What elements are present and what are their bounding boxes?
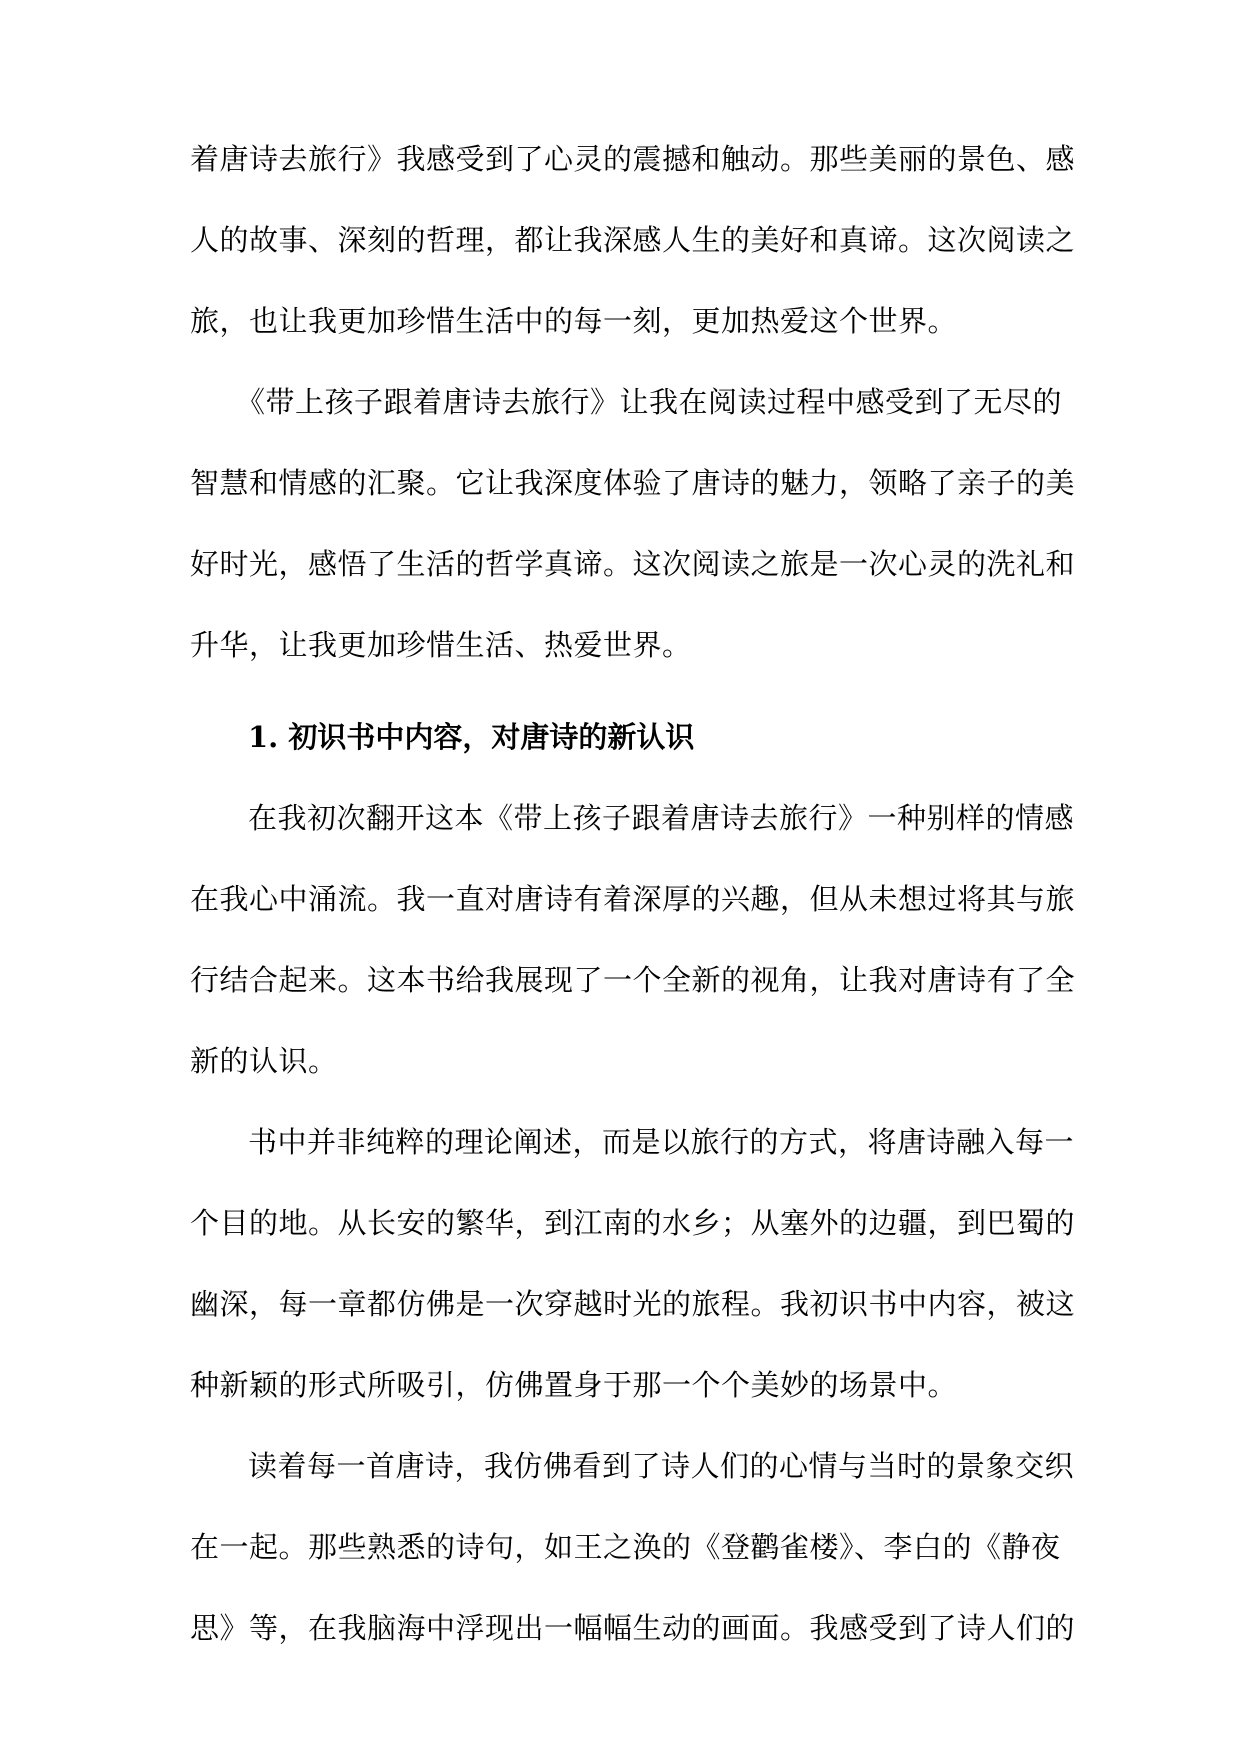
- text-line: 升华，让我更加珍惜生活、热爱世界。: [190, 628, 692, 662]
- text-line: 《带上孩子跟着唐诗去旅行》让我在阅读过程中感受到了无尽的: [236, 385, 1063, 419]
- text-line: 好时光，感悟了生活的哲学真谛。这次阅读之旅是一次心灵的洗礼和: [190, 547, 1076, 581]
- text-line: 行结合起来。这本书给我展现了一个全新的视角，让我对唐诗有了全: [190, 963, 1076, 997]
- text-line: 个目的地。从长安的繁华，到江南的水乡；从塞外的边疆，到巴蜀的: [190, 1206, 1076, 1240]
- text-line: 在我心中涌流。我一直对唐诗有着深厚的兴趣，但从未想过将其与旅: [190, 882, 1076, 916]
- text-line: 幽深，每一章都仿佛是一次穿越时光的旅程。我初识书中内容，被这: [190, 1287, 1076, 1321]
- section-heading: 1. 初识书中内容，对唐诗的新认识: [248, 720, 695, 754]
- text-line: 新的认识。: [190, 1044, 338, 1078]
- text-line: 着唐诗去旅行》我感受到了心灵的震撼和触动。那些美丽的景色、感: [190, 142, 1076, 176]
- text-line: 旅，也让我更加珍惜生活中的每一刻，更加热爱这个世界。: [190, 304, 958, 338]
- text-line: 读着每一首唐诗，我仿佛看到了诗人们的心情与当时的景象交织: [248, 1449, 1075, 1483]
- text-line: 在一起。那些熟悉的诗句，如王之涣的《登鹳雀楼》、李白的《静夜: [190, 1530, 1061, 1564]
- text-line: 人的故事、深刻的哲理，都让我深感人生的美好和真谛。这次阅读之: [190, 223, 1076, 257]
- text-line: 智慧和情感的汇聚。它让我深度体验了唐诗的魅力，领略了亲子的美: [190, 466, 1076, 500]
- text-line: 思》等，在我脑海中浮现出一幅幅生动的画面。我感受到了诗人们的: [190, 1611, 1076, 1645]
- text-line: 书中并非纯粹的理论阐述，而是以旅行的方式，将唐诗融入每一: [248, 1125, 1075, 1159]
- text-line: 在我初次翻开这本《带上孩子跟着唐诗去旅行》一种别样的情感: [248, 801, 1075, 835]
- text-line: 种新颖的形式所吸引，仿佛置身于那一个个美妙的场景中。: [190, 1368, 958, 1402]
